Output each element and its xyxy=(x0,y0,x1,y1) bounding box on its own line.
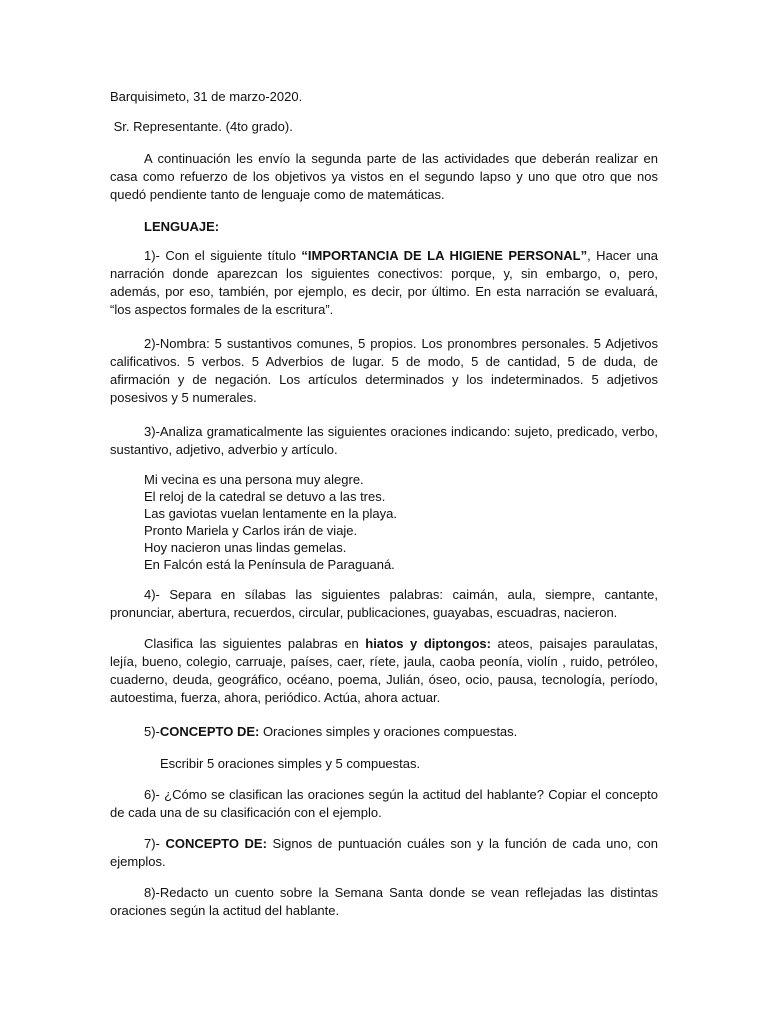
item-7-paragraph xyxy=(110,835,658,871)
item-7-prefix: 7)- xyxy=(144,836,166,851)
item-1-paragraph xyxy=(110,247,658,319)
item-5-rest: Oraciones simples y oraciones compuestas. xyxy=(259,724,518,739)
item-5-prefix: 5)- xyxy=(144,724,160,739)
item-6-paragraph: 6)- ¿Cómo se clasifican las oraciones según la actitud del hablante? Copiar el concepto de cada una de su clasificación con el ejemplo. xyxy=(110,787,658,820)
item-8-paragraph: 8)-Redacto un cuento sobre la Semana Santa donde se vean reflejadas las distintas oraciones según la actitud del hablante. xyxy=(110,885,658,918)
item-5-bold: CONCEPTO DE: xyxy=(159,724,260,739)
example-sentence: En Falcón está la Península de Paraguaná. xyxy=(144,557,395,572)
item-1-prefix: 1)- Con el siguiente título xyxy=(144,248,302,263)
intro-paragraph: A continuación les envío la segunda parte de las actividades que deberán realizar en casa como refuerzo de los objetivos ya vistos en el segundo lapso y uno que otro que nos quedó pendiente tanto de lenguaje como de matemáticas. xyxy=(110,151,658,202)
example-sentence: Las gaviotas vuelan lentamente en la playa. xyxy=(144,506,397,521)
item-3-paragraph: 3)-Analiza gramaticalmente las siguientes oraciones indicando: sujeto, predicado, verbo, sustantivo, adjetivo, adverbio y artículo. xyxy=(110,424,658,457)
example-sentences-list xyxy=(144,471,692,574)
item-2-paragraph: 2)-Nombra: 5 sustantivos comunes, 5 propios. Los pronombres personales. 5 Adjetivos calificativos. 5 verbos. 5 Adverbios de lugar. 5 de modo, 5 de cantidad, 5 de duda, de afirmación y de negación. Los artículos determinados y los indeterminados. 5 adjetivos posesivos y 5 numerales. xyxy=(110,336,658,405)
letter-greeting: Sr. Representante. (4to grado). xyxy=(110,119,293,134)
classify-paragraph xyxy=(110,635,658,707)
classify-prefix: Clasifica las siguientes palabras en xyxy=(144,636,366,651)
classify-rest: ateos, paisajes paraulatas, lejía, bueno, colegio, carruaje, países, caer, ríete, jaula, caoba peonía, violín , ruido, petróleo, cuaderno, deuda, geográfico, océano, poema, Julián, óseo, ocio, pausa, tecnología, período, autoestima, fuerza, ahora, periódico. Actúa, ahora actuar. xyxy=(110,636,658,705)
example-sentence: Hoy nacieron unas lindas gemelas. xyxy=(144,540,347,555)
example-sentence: El reloj de la catedral se detuvo a las tres. xyxy=(144,489,386,504)
letter-date: Barquisimeto, 31 de marzo-2020. xyxy=(110,89,303,104)
section-title-lenguaje: LENGUAJE: xyxy=(144,219,220,234)
item-1-title: “IMPORTANCIA DE LA HIGIENE PERSONAL” xyxy=(301,248,588,263)
classify-bold: hiatos y diptongos: xyxy=(365,636,491,651)
item-5-subtask: Escribir 5 oraciones simples y 5 compuestas. xyxy=(160,756,421,771)
example-sentence: Mi vecina es una persona muy alegre. xyxy=(144,472,364,487)
item-4-paragraph: 4)- Separa en sílabas las siguientes palabras: caimán, aula, siempre, cantante, pronunciar, abertura, recuerdos, circular, publicaciones, guayabas, escuadras, nacieron. xyxy=(110,587,658,620)
example-sentence: Pronto Mariela y Carlos irán de viaje. xyxy=(144,523,358,538)
item-1-rest: , Hacer una narración donde aparezcan los siguientes conectivos: porque, y, sin embargo, o, pero, además, por eso, también, por ejemplo, es decir, por último. En esta narración se evaluará, “los aspectos formales de la escritura”. xyxy=(110,248,659,317)
item-7-rest: Signos de puntuación cuáles son y la función de cada uno, con ejemplos. xyxy=(110,836,659,869)
item-5-paragraph xyxy=(110,723,658,741)
item-7-bold: CONCEPTO DE: xyxy=(165,836,267,851)
